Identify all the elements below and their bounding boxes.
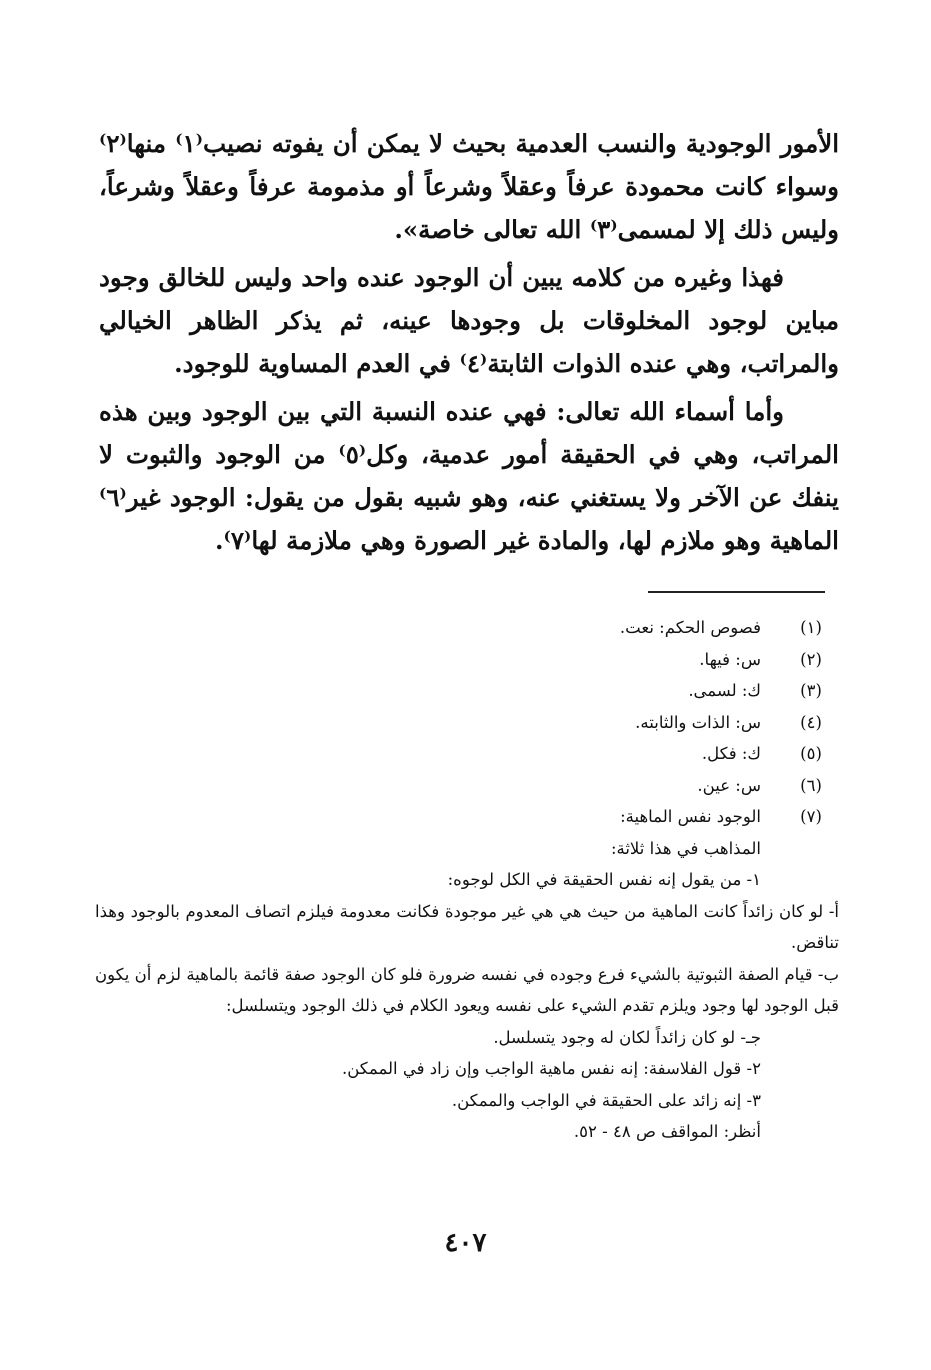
footnote-text: ك: فكل. (701, 744, 761, 763)
footnote-number: (٢) (800, 649, 822, 669)
footnote-7-paragraph: ب- قيام الصفة الثبوتية بالشيء فرع وجوده في نفسه ضرورة فلو كان الوجود صفة قائمة بالماهية لزم أن يكون قبل الوجود لها وجود ويلزم تقدم الشيء على نفسه ويعود الكلام في ذلك الوجود ويتسلسل: (95, 964, 839, 1015)
footnote-7-reference: أنظر: المواقف ص ٤٨ - ٥٢. (573, 1122, 761, 1141)
footnote-separator (648, 591, 825, 593)
page-number: ٤٠٧ (444, 1228, 487, 1258)
footnote-1 (95, 612, 839, 644)
paragraph-1: الأمور الوجودية والنسب العدمية بحيث لا يمكن أن يفوته نصيب⁽١⁾ منها⁽٢⁾ وسواء كانت محمودة عرفاً وعقلاً وشرعاً أو مذمومة عرفاً وعقلاً وشرعاً، وليس ذلك إلا لمسمى⁽٣⁾ الله تعالى خاصة». (99, 129, 840, 244)
footnote-number: (٦) (800, 775, 822, 795)
footnote-number: (٣) (800, 681, 822, 700)
paragraph-3: وأما أسماء الله تعالى: فهي عنده النسبة التي بين الوجود وبين هذه المراتب، وهي في الحقيقة أمور عدمية، وكل⁽٥⁾ من الوجود والثبوت لا ينفك عن الآخر ولا يستغني عنه، وهو شبيه بقول من يقول: الوجود غير⁽٦⁾ الماهية وهو ملازم لها، والمادة غير الصورة وهي ملازمة لها⁽٧⁾. (99, 397, 839, 555)
footnote-number: (٧) (800, 807, 822, 826)
footnote-5 (95, 738, 839, 770)
footnote-3 (95, 675, 839, 707)
footnotes (95, 612, 839, 1148)
footnote-7-line: ١- من يقول إنه نفس الحقيقة في الكل لوجوه: (447, 870, 761, 889)
footnote-7-paragraph: أ- لو كان زائداً كانت الماهية من حيث هي هي غير موجودة فكانت معدومة فيلزم اتصاف المعدوم بالوجود وهذا تناقض. (95, 901, 839, 952)
main-text (99, 122, 839, 567)
paragraph-2: فهذا وغيره من كلامه يبين أن الوجود عنده واحد وليس للخالق وجود مباين لوجود المخلوقات بل وجودها عينه، ثم يذكر الظاهر الخيالي والمراتب، وهي عنده الذوات الثابتة⁽٤⁾ في العدم المساوية للوجود. (99, 263, 839, 378)
footnote-4 (95, 707, 839, 739)
footnote-text: الوجود نفس الماهية: (620, 807, 761, 826)
footnote-text: ك: لسمى. (688, 681, 761, 700)
footnote-7-line: ٣- إنه زائد على الحقيقة في الواجب والممكن. (451, 1090, 761, 1110)
footnote-number: (٥) (800, 744, 822, 763)
footnote-text: س: فيها. (699, 649, 761, 669)
footnote-7-line: جـ- لو كان زائداً لكان له وجود يتسلسل. (493, 1027, 761, 1047)
footnote-number: (١) (800, 618, 822, 637)
footnote-7-line: المذاهب في هذا ثلاثة: (610, 838, 761, 858)
footnote-2 (95, 644, 839, 676)
footnote-text: س: عين. (697, 775, 761, 795)
footnote-6 (95, 770, 839, 802)
footnote-number: (٤) (800, 712, 822, 732)
footnote-text: س: الذات والثابته. (635, 712, 761, 732)
footnote-7 (95, 801, 839, 833)
footnote-7-line: ٢- قول الفلاسفة: إنه نفس ماهية الواجب وإن زاد في الممكن. (341, 1059, 761, 1078)
footnote-text: فصوص الحكم: نعت. (619, 618, 761, 637)
